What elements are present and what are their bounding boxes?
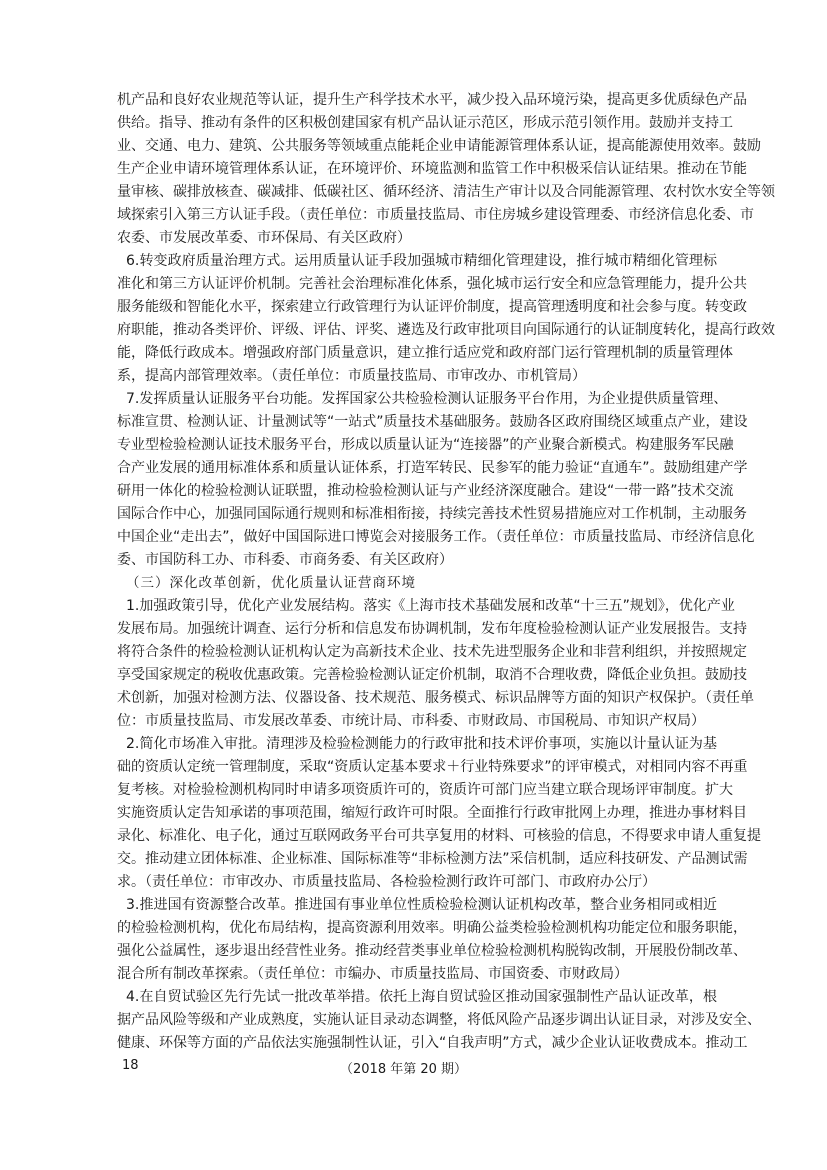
text-line: 府职能，推动各类评价、评级、评估、评奖、遴选及行政审批项目向国际通行的认证制度转化，提高行政效 — [117, 322, 775, 338]
text-line: 享受国家规定的税收优惠政策。完善检验检测认证定价机制，取消不合理收费，降低企业负担。鼓励技 — [117, 667, 747, 683]
text-line: 发展布局。加强统计调查、运行分析和信息发布协调机制，发布年度检验检测认证产业发展报告。支持 — [117, 621, 747, 637]
text-line: 复考核。对检验检测机构同时申请多项资质许可的，资质许可部门应当建立联合现场评审制度。扩大 — [117, 782, 733, 798]
text-line: 服务能级和智能化水平，探索建立行政管理行为认证评价制度，提高管理透明度和社会参与度。转变政 — [117, 299, 747, 315]
text-line: 础的资质认定统一管理制度，采取“资质认定基本要求＋行业特殊要求”的评审模式，对相同内容不再重 — [117, 759, 748, 775]
text-line: 机产品和良好农业规范等认证，提升生产科学技术水平，减少投入品环境污染，提高更多优质绿色产品 — [117, 92, 747, 108]
text-line: 国际合作中心，加强同国际通行规则和标准相衔接，持续完善技术性贸易措施应对工作机制，主动服务 — [117, 506, 747, 522]
text-line: 录化、标准化、电子化，通过互联网政务平台可共享复用的材料、可核验的信息，不得要求申请人重复提 — [117, 828, 761, 844]
text-line: 供给。指导、推动有条件的区积极创建国家有机产品认证示范区，形成示范引领作用。鼓励并支持工 — [117, 115, 733, 131]
text-line: 合产业发展的通用标准体系和质量认证体系，打造军转民、民参军的能力验证“直通车”。鼓励组建产学 — [117, 460, 748, 476]
text-line: 准化和第三方认证评价机制。完善社会治理标准化体系，强化城市运行安全和应急管理能力，提升公共 — [117, 276, 747, 292]
text-line: 4.在自贸试验区先行先试一批改革举措。依托上海自贸试验区推动国家强制性产品认证改革，根 — [126, 989, 717, 1005]
page-number: 18 — [122, 1058, 139, 1073]
text-line: 7.发挥质量认证服务平台功能。发挥国家公共检验检测认证服务平台作用，为企业提供质量管理、 — [126, 391, 728, 407]
text-line: 的检验检测机构，优化布局结构，提高资源利用效率。明确公益类检验检测机构功能定位和服务职能， — [117, 920, 747, 936]
text-line: 交。推动建立团体标准、企业标准、国际标准等“非标检测方法”采信机制，适应科技研发、产品测试需 — [117, 851, 748, 867]
text-line: 中国企业“走出去”，做好中国国际进口博览会对接服务工作。（责任单位：市质量技监局、市经济信息化 — [117, 529, 755, 545]
text-line: 据产品风险等级和产业成熟度，实施认证目录动态调整，将低风险产品逐步调出认证目录，对涉及安全、 — [117, 1012, 761, 1028]
text-line: 生产企业申请环境管理体系认证，在环境评价、环境监测和监管工作中积极采信认证结果。推动在节能 — [117, 161, 747, 177]
text-line: 混合所有制改革探索。（责任单位：市编办、市质量技监局、市国资委、市财政局） — [117, 966, 628, 982]
text-line: 量审核、碳排放核查、碳减排、低碳社区、循环经济、清洁生产审计以及合同能源管理、农村饮水安全等领 — [117, 184, 775, 200]
section-heading: （三）深化改革创新，优化质量认证营商环境 — [126, 575, 416, 591]
text-line: 3.推进国有资源整合改革。推进国有事业单位性质检验检测认证机构改革，整合业务相同或相近 — [126, 897, 717, 913]
text-line: 将符合条件的检验检测认证机构认定为高新技术企业、技术先进型服务企业和非营利组织，并按照规定 — [117, 644, 747, 660]
text-line: 业、交通、电力、建筑、公共服务等领域重点能耗企业申请能源管理体系认证，提高能源使用效率。鼓励 — [117, 138, 761, 154]
text-line: 标准宣贯、检测认证、计量测试等“一站式”质量技术基础服务。鼓励各区政府围绕区域重点产业，建设 — [117, 414, 748, 430]
text-line: 位：市质量技监局、市发展改革委、市统计局、市科委、市财政局、市国税局、市知识产权局） — [117, 713, 705, 729]
page-footer — [0, 1058, 827, 1078]
text-line: 委、市国防科工办、市科委、市商务委、有关区政府） — [117, 552, 453, 568]
text-line: 能，降低行政成本。增强政府部门质量意识，建立推行适应党和政府部门运行管理机制的质量管理体 — [117, 345, 733, 361]
text-line: 健康、环保等方面的产品依法实施强制性认证，引入“自我声明”方式，减少企业认证收费成本。推动工 — [117, 1035, 748, 1051]
text-line: 强化公益属性，逐步退出经营性业务。推动经营类事业单位检验检测机构脱钩改制，开展股份制改革、 — [117, 943, 747, 959]
text-line: 域探索引入第三方认证手段。（责任单位：市质量技监局、市住房城乡建设管理委、市经济信息化委、市 — [117, 207, 754, 223]
text-line: 术创新，加强对检测方法、仪器设备、技术规范、服务模式、标识品牌等方面的知识产权保护。（责任单 — [117, 690, 754, 706]
document-body — [117, 89, 775, 1055]
text-line: 6.转变政府质量治理方式。运用质量认证手段加强城市精细化管理建设，推行城市精细化管理标 — [126, 253, 717, 269]
text-line: 专业型检验检测认证技术服务平台，形成以质量认证为“连接器”的产业聚合新模式。构建服务军民融 — [117, 437, 734, 453]
issue-label: （2018 年第 20 期） — [340, 1062, 468, 1077]
text-line: 系，提高内部管理效率。（责任单位：市质量技监局、市审改办、市机管局） — [117, 368, 586, 384]
text-line: 研用一体化的检验检测认证联盟，推动检验检测认证与产业经济深度融合。建设“一带一路”技术交流 — [117, 483, 734, 499]
text-line: 2.简化市场准入审批。清理涉及检验检测能力的行政审批和技术评价事项，实施以计量认证为基 — [126, 736, 717, 752]
text-line: 求。（责任单位：市审改办、市质量技监局、各检验检测行政许可部门、市政府办公厅） — [117, 874, 656, 890]
text-line: 1.加强政策引导，优化产业发展结构。落实《上海市技术基础发展和改革“十三五”规划》，优化产业 — [126, 598, 735, 614]
text-line: 实施资质认定告知承诺的事项范围，缩短行政许可时限。全面推行行政审批网上办理，推进办事材料目 — [117, 805, 747, 821]
text-line: 农委、市发展改革委、市环保局、有关区政府） — [117, 230, 411, 246]
